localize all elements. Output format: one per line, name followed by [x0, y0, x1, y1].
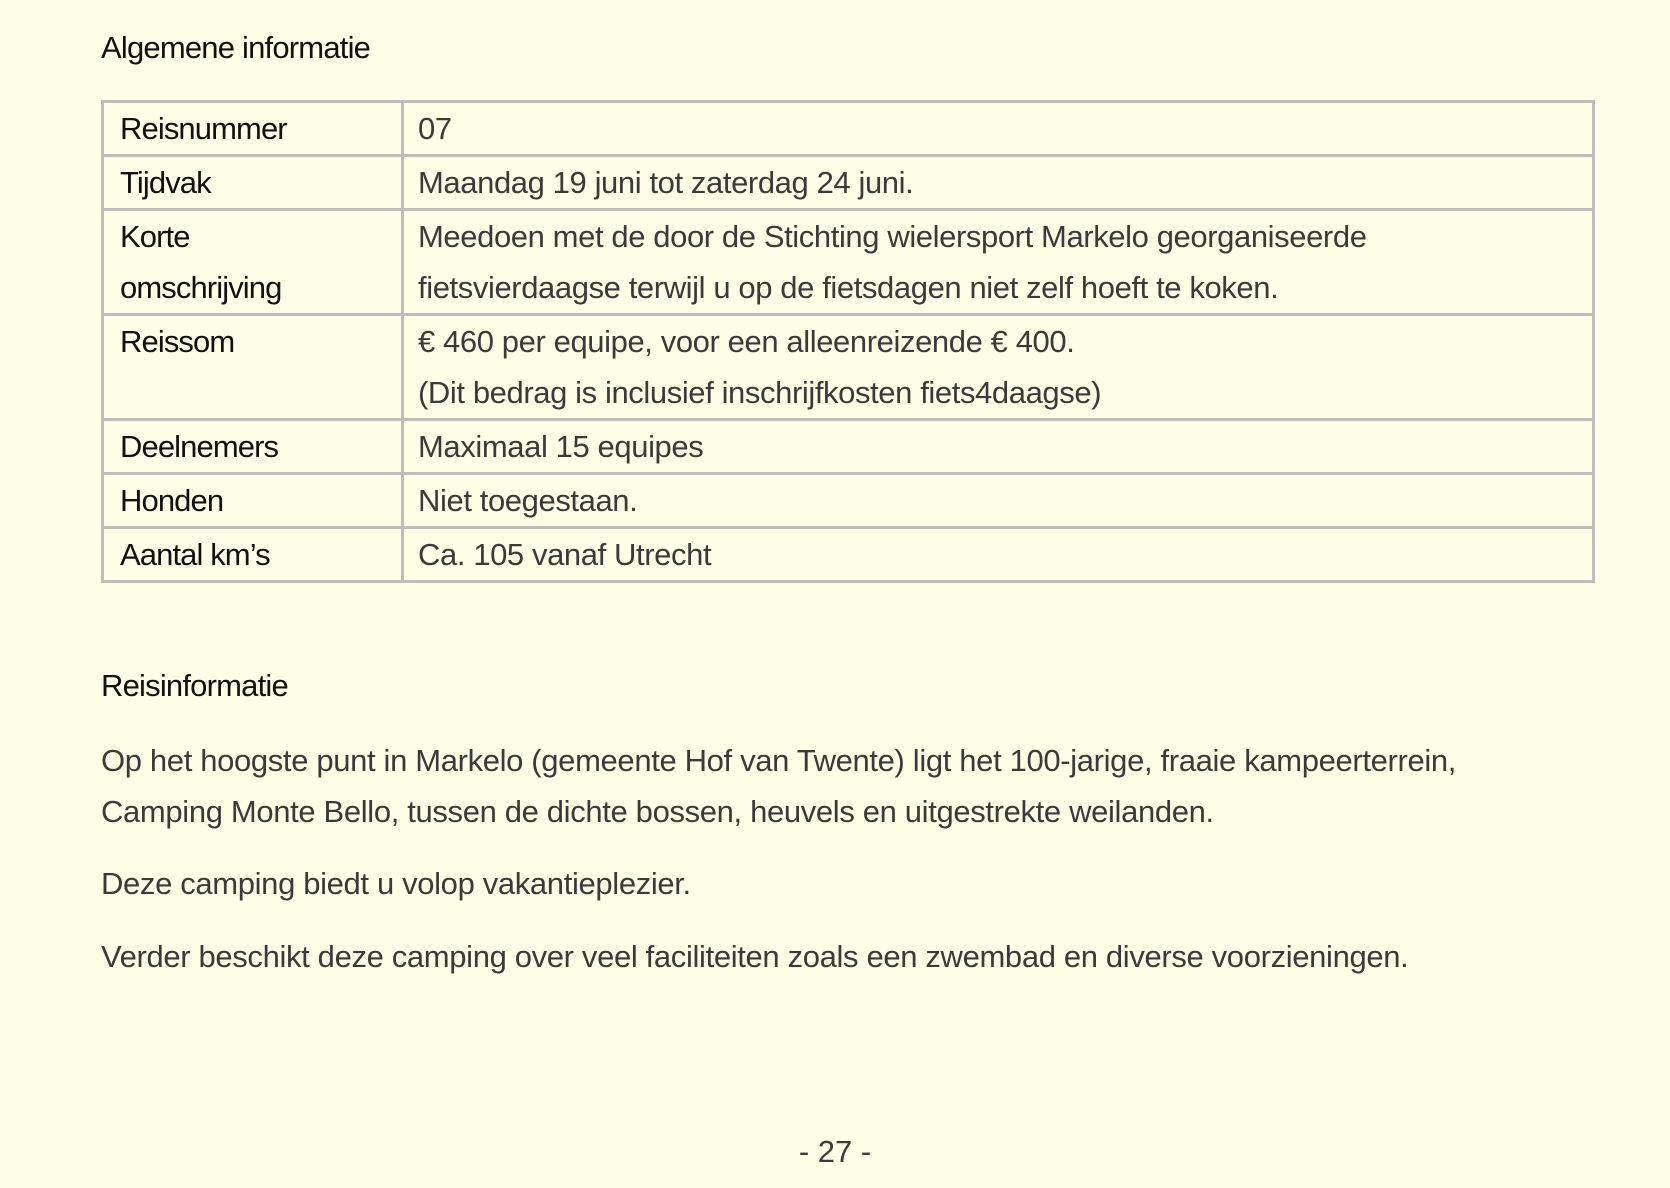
- row-label-trip-number: Reisnummer: [103, 102, 403, 156]
- row-label-participants: Deelnemers: [103, 420, 403, 474]
- row-label-dogs: Honden: [103, 474, 403, 528]
- section-heading-general-info: Algemene informatie: [101, 30, 371, 65]
- row-value-participants: Maximaal 15 equipes: [403, 420, 1594, 474]
- row-value-dogs: Niet toegestaan.: [403, 474, 1594, 528]
- travel-paragraph-location: Op het hoogste punt in Markelo (gemeente Hof van Twente) ligt het 100-jarige, fraaie kampeerterrein, Camping Monte Bello, tussen de dichte bossen, heuvels en uitgestrekte weilanden.: [101, 743, 1457, 829]
- travel-paragraph-fun: Deze camping biedt u volop vakantieplezier.: [101, 866, 691, 901]
- row-value-distance: Ca. 105 vanaf Utrecht: [403, 528, 1594, 582]
- row-label-price: Reissom: [103, 315, 403, 420]
- travel-paragraph-facilities: Verder beschikt deze camping over veel faciliteiten zoals een zwembad en diverse voorzieningen.: [101, 939, 1409, 974]
- table-row: [103, 210, 1594, 315]
- table-row: [103, 474, 1594, 528]
- trip-info-table: [101, 100, 1595, 583]
- table-row: [103, 420, 1594, 474]
- table-row: [103, 315, 1594, 420]
- row-value-price: € 460 per equipe, voor een alleenreizende € 400. (Dit bedrag is inclusief inschrijfkosten fiets4daagse): [403, 315, 1594, 420]
- row-label-short-description: Korte omschrijving: [103, 210, 403, 315]
- table-row: [103, 102, 1594, 156]
- table-row: [103, 528, 1594, 582]
- row-value-trip-number: 07: [403, 102, 1594, 156]
- section-heading-travel-info: Reisinformatie: [101, 668, 288, 703]
- row-value-short-description: Meedoen met de door de Stichting wielersport Markelo georganiseerde fietsvierdaagse terwijl u op de fietsdagen niet zelf hoeft te koken.: [403, 210, 1594, 315]
- table-row: [103, 156, 1594, 210]
- row-label-distance: Aantal km’s: [103, 528, 403, 582]
- row-label-period: Tijdvak: [103, 156, 403, 210]
- page-number: - 27 -: [798, 1134, 872, 1169]
- row-value-period: Maandag 19 juni tot zaterdag 24 juni.: [403, 156, 1594, 210]
